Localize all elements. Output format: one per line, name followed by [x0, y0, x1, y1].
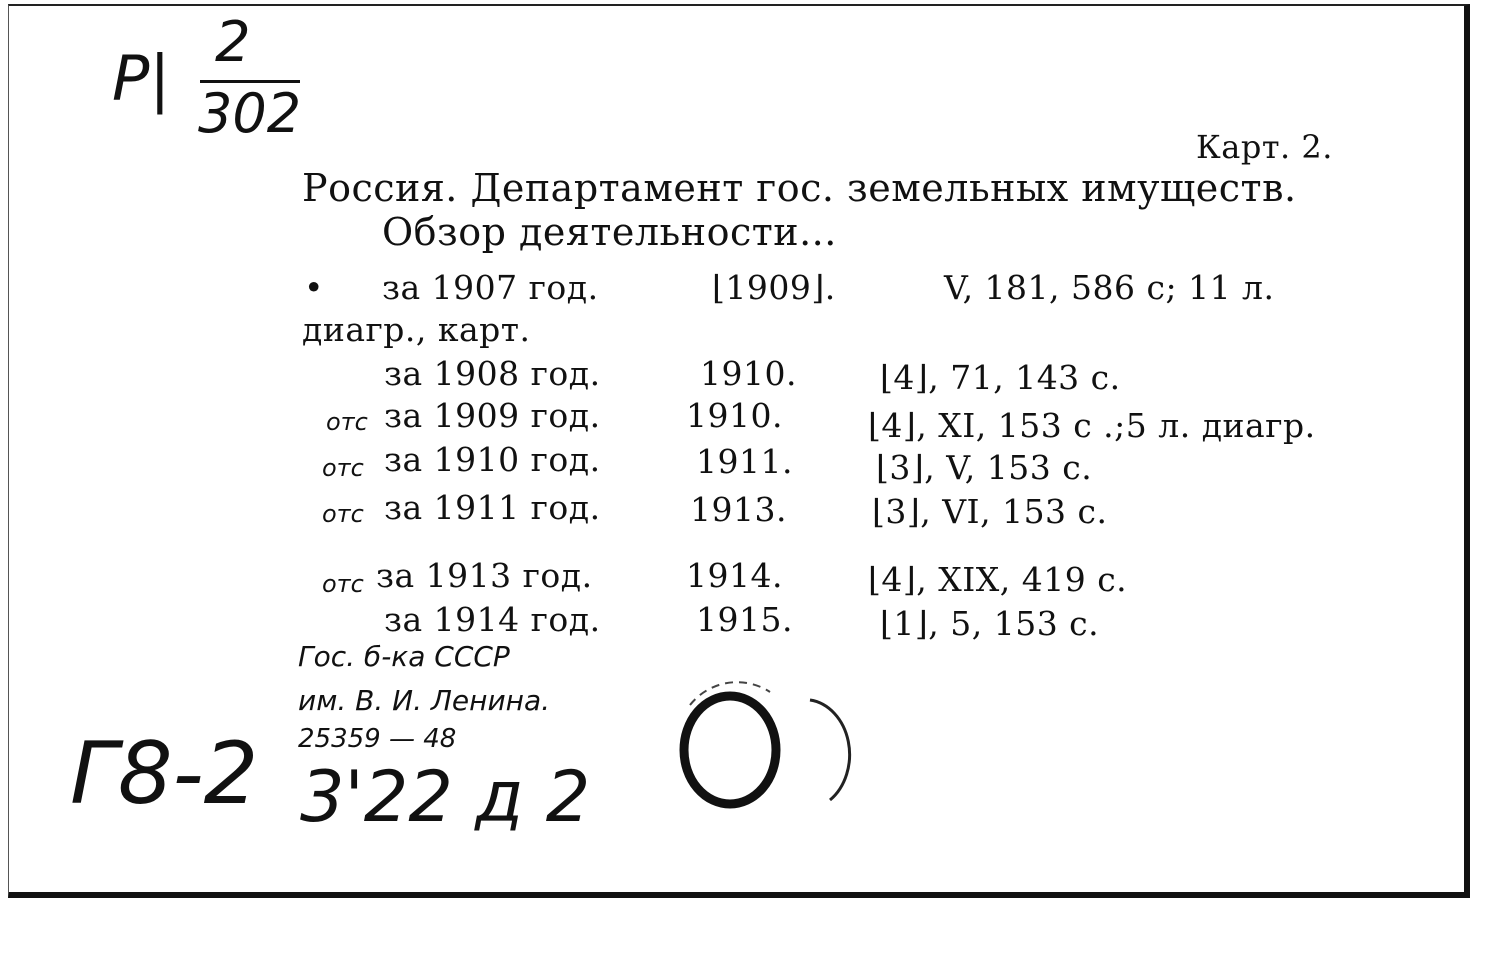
handwritten-bottom-code-a: Г8-2: [70, 724, 259, 824]
entry-mark: отс: [326, 408, 368, 436]
entry-mark: •: [304, 268, 324, 307]
entry-extent: ⌊3⌋, VI, 153 с.: [872, 492, 1108, 531]
card-label: Карт. 2.: [1196, 128, 1333, 166]
heading-line2: Обзор деятельности...: [382, 210, 837, 254]
library-stamp-line3: 25359 — 48: [298, 724, 457, 754]
entry-year: 1915.: [696, 600, 793, 639]
handwritten-fraction-top: 2: [215, 10, 251, 75]
entry-year: 1914.: [686, 556, 783, 595]
entry-extent: ⌊4⌋, XI, 153 с .;5 л. диагр.: [868, 406, 1316, 445]
entry-year: 1911.: [696, 442, 793, 481]
entry-period: за 1914 год.: [384, 600, 601, 639]
entry-period: за 1908 год.: [384, 354, 601, 393]
entry-mark: отс: [322, 454, 364, 482]
entry-mark: отс: [322, 570, 364, 598]
entry-extent: ⌊4⌋, XIX, 419 с.: [868, 560, 1128, 599]
entry-period: за 1909 год.: [384, 396, 601, 435]
library-stamp-line2: им. В. И. Ленина.: [298, 684, 551, 717]
entry-period: за 1910 год.: [384, 440, 601, 479]
entry-extent: ⌊4⌋, 71, 143 с.: [880, 358, 1121, 397]
entry-year: 1910.: [686, 396, 783, 435]
handwritten-bottom-code-b: 3'22 д 2: [300, 756, 591, 838]
handwritten-fraction-bottom: 302: [198, 82, 302, 145]
entry-extent: ⌊3⌋, V, 153 с.: [876, 448, 1093, 487]
entry-period: за 1913 год.: [376, 556, 593, 595]
entry-period: за 1907 год.: [382, 268, 599, 307]
entry-year: ⌊1909⌋.: [712, 268, 836, 307]
entry-year: 1910.: [700, 354, 797, 393]
entry-extent: ⌊1⌋, 5, 153 с.: [880, 604, 1100, 643]
library-stamp-line1: Гос. б-ка СССР: [298, 640, 510, 673]
entry-mark: отс: [322, 500, 364, 528]
handwritten-call-prefix: P|: [112, 42, 171, 115]
heading-line1: Россия. Департамент гос. земельных имуществ.: [302, 166, 1297, 210]
punch-hole-icon: [660, 680, 870, 830]
entry-continuation: диагр., карт.: [302, 310, 531, 349]
entry-period: за 1911 год.: [384, 488, 601, 527]
entry-extent: V, 181, 586 с; 11 л.: [944, 268, 1275, 307]
entry-year: 1913.: [690, 490, 787, 529]
